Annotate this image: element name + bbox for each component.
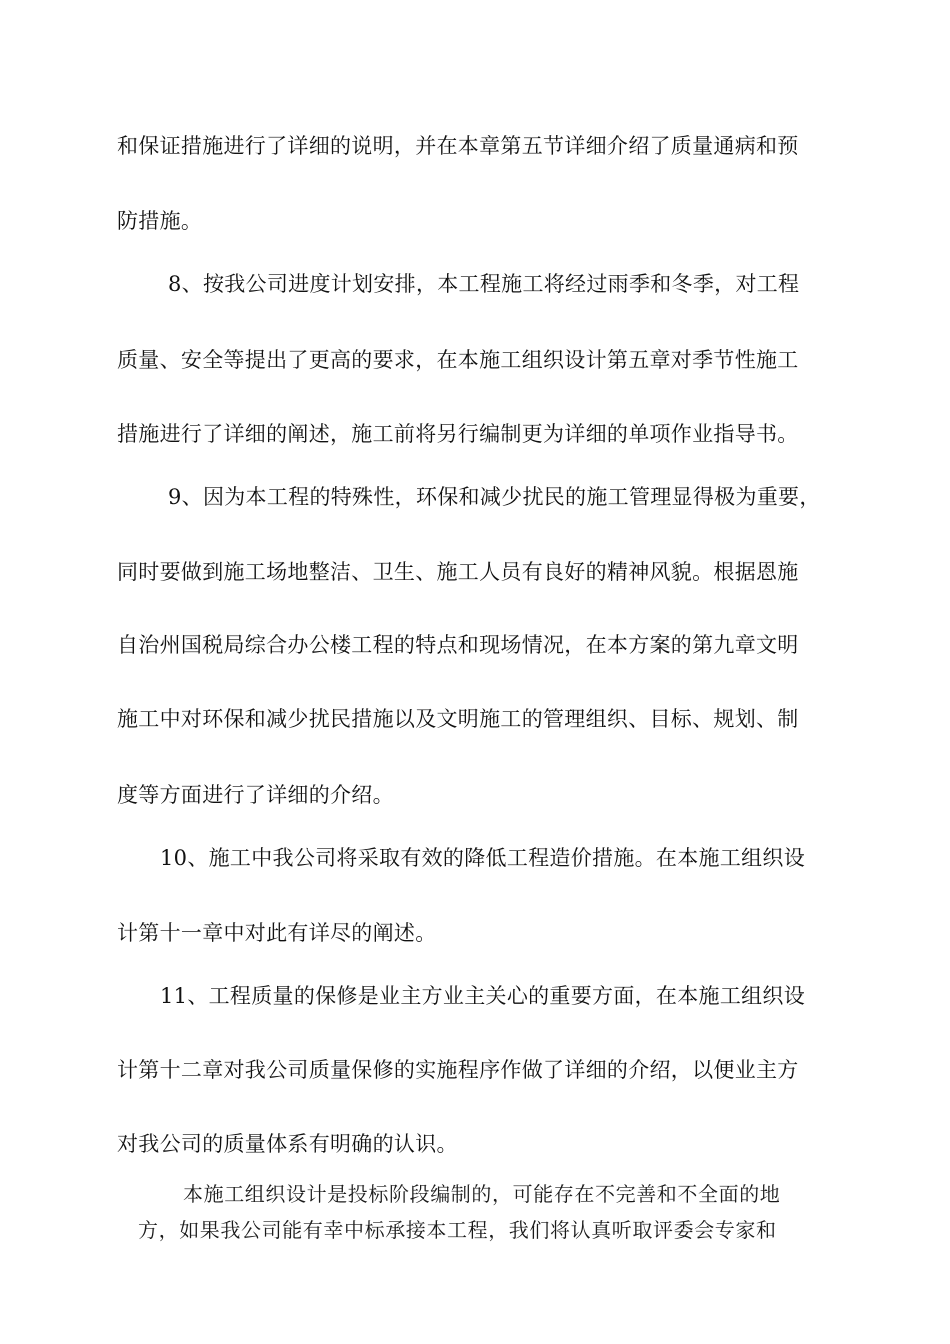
paragraph-line: 计第十一章中对此有详尽的阐述。 <box>117 921 437 945</box>
paragraph-line: 10、施工中我公司将采取有效的降低工程造价措施。在本施工组织设 <box>160 846 806 870</box>
paragraph-line: 8、按我公司进度计划安排，本工程施工将经过雨季和冬季，对工程 <box>168 272 800 296</box>
closing-paragraph-line: 本施工组织设计是投标阶段编制的，可能存在不完善和不全面的地 <box>183 1182 781 1206</box>
paragraph-line: 防措施。 <box>117 209 203 233</box>
paragraph-line: 措施进行了详细的阐述，施工前将另行编制更为详细的单项作业指导书。 <box>117 422 799 446</box>
paragraph-line: 施工中对环保和减少扰民措施以及文明施工的管理组织、目标、规划、制 <box>117 707 799 731</box>
paragraph-line: 对我公司的质量体系有明确的认识。 <box>117 1132 458 1156</box>
paragraph-line: 同时要做到施工场地整洁、卫生、施工人员有良好的精神风貌。根据恩施 <box>117 560 799 584</box>
paragraph-line: 9、因为本工程的特殊性，环保和减少扰民的施工管理显得极为重要， <box>168 485 821 509</box>
paragraph-line: 和保证措施进行了详细的说明，并在本章第五节详细介绍了质量通病和预 <box>117 134 799 158</box>
paragraph-line: 计第十二章对我公司质量保修的实施程序作做了详细的介绍，以便业主方 <box>117 1058 799 1082</box>
paragraph-line: 自治州国税局综合办公楼工程的特点和现场情况，在本方案的第九章文明 <box>117 633 799 657</box>
paragraph-line: 11、工程质量的保修是业主方业主关心的重要方面，在本施工组织设 <box>160 984 806 1008</box>
paragraph-line: 质量、安全等提出了更高的要求，在本施工组织设计第五章对季节性施工 <box>117 348 799 372</box>
paragraph-line: 度等方面进行了详细的介绍。 <box>117 783 394 807</box>
closing-paragraph-line: 方，如果我公司能有幸中标承接本工程，我们将认真听取评委会专家和 <box>138 1218 777 1242</box>
